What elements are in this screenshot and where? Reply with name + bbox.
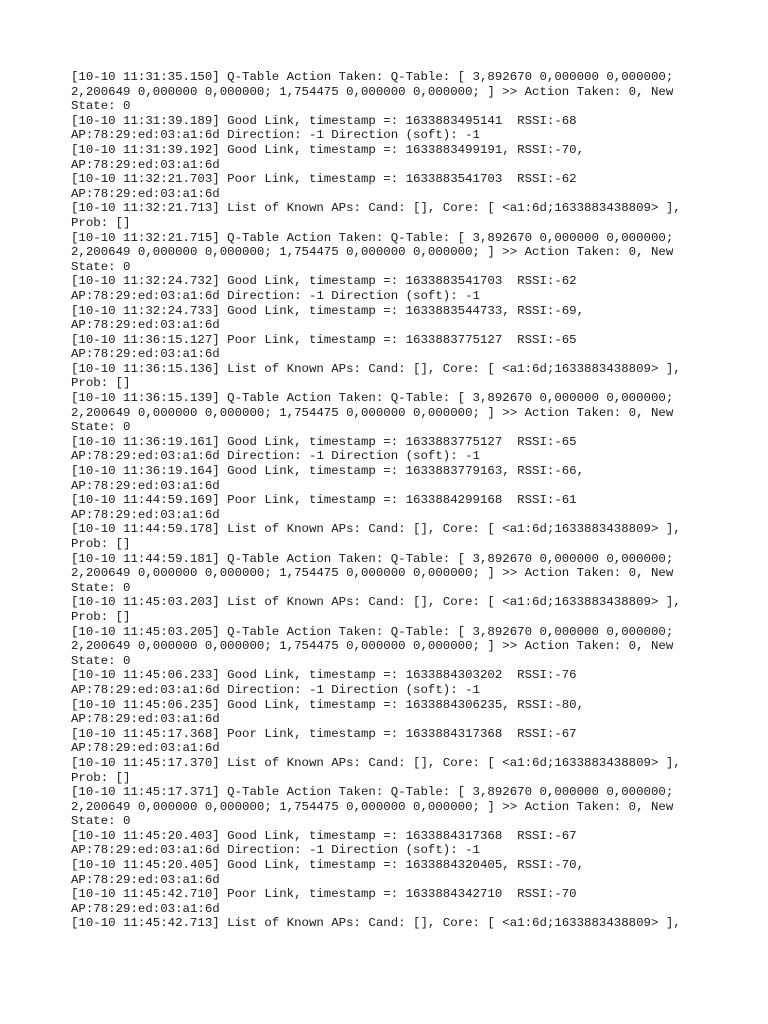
log-line: State: 0 <box>71 420 131 435</box>
log-line: 2,200649 0,000000 0,000000; 1,754475 0,000000 0,000000; ] >> Action Taken: 0, New <box>71 84 674 99</box>
log-line: [10-10 11:45:06.235] Good Link, timestamp =: 1633884306235, RSSI:-80, <box>71 697 585 712</box>
log-line: [10-10 11:44:59.178] List of Known APs: Cand: [], Core: [ <a1:6d;1633883438809> ], <box>71 522 681 537</box>
log-text-block <box>71 70 711 931</box>
log-line: [10-10 11:45:20.403] Good Link, timestamp =: 1633884317368 RSSI:-67 <box>71 828 577 843</box>
log-line: AP:78:29:ed:03:a1:6d <box>71 872 220 887</box>
log-line: [10-10 11:45:17.368] Poor Link, timestamp =: 1633884317368 RSSI:-67 <box>71 726 577 741</box>
log-line: Prob: [] <box>71 376 131 391</box>
log-line: AP:78:29:ed:03:a1:6d <box>71 901 220 916</box>
log-line: [10-10 11:45:17.370] List of Known APs: Cand: [], Core: [ <a1:6d;1633883438809> ], <box>71 755 681 770</box>
log-line: [10-10 11:31:39.189] Good Link, timestamp =: 1633883495141 RSSI:-68 <box>71 113 577 128</box>
log-line: [10-10 11:44:59.181] Q-Table Action Taken: Q-Table: [ 3,892670 0,000000 0,000000; <box>71 551 674 566</box>
log-line: AP:78:29:ed:03:a1:6d <box>71 741 220 756</box>
log-line: State: 0 <box>71 653 131 668</box>
log-line: [10-10 11:32:21.713] List of Known APs: Cand: [], Core: [ <a1:6d;1633883438809> ], <box>71 201 681 216</box>
log-line: [10-10 11:45:06.233] Good Link, timestamp =: 1633884303202 RSSI:-76 <box>71 668 577 683</box>
log-line: AP:78:29:ed:03:a1:6d <box>71 478 220 493</box>
log-line: Prob: [] <box>71 537 131 551</box>
log-line: [10-10 11:36:19.161] Good Link, timestamp =: 1633883775127 RSSI:-65 <box>71 434 577 449</box>
log-line: AP:78:29:ed:03:a1:6d Direction: -1 Direction (soft): -1 <box>71 682 480 697</box>
log-line: Prob: [] <box>71 770 131 785</box>
log-line: [10-10 11:45:42.713] List of Known APs: Cand: [], Core: [ <a1:6d;1633883438809> ], <box>71 916 681 931</box>
log-line: Prob: [] <box>71 215 131 230</box>
log-line: AP:78:29:ed:03:a1:6d <box>71 157 220 172</box>
log-line: State: 0 <box>71 99 131 114</box>
log-line: 2,200649 0,000000 0,000000; 1,754475 0,000000 0,000000; ] >> Action Taken: 0, New <box>71 245 674 260</box>
log-line: [10-10 11:45:17.371] Q-Table Action Taken: Q-Table: [ 3,892670 0,000000 0,000000; <box>71 785 674 800</box>
log-line: [10-10 11:32:24.732] Good Link, timestamp =: 1633883541703 RSSI:-62 <box>71 274 577 289</box>
log-line: AP:78:29:ed:03:a1:6d <box>71 318 220 333</box>
log-line: Prob: [] <box>71 609 131 624</box>
log-line: AP:78:29:ed:03:a1:6d <box>71 712 220 727</box>
log-line: [10-10 11:31:39.192] Good Link, timestamp =: 1633883499191, RSSI:-70, <box>71 142 585 157</box>
log-line: State: 0 <box>71 814 131 829</box>
log-line: [10-10 11:44:59.169] Poor Link, timestamp =: 1633884299168 RSSI:-61 <box>71 493 577 508</box>
log-line: State: 0 <box>71 580 131 595</box>
log-line: 2,200649 0,000000 0,000000; 1,754475 0,000000 0,000000; ] >> Action Taken: 0, New <box>71 566 674 581</box>
log-line: [10-10 11:36:15.127] Poor Link, timestamp =: 1633883775127 RSSI:-65 <box>71 332 577 347</box>
log-line: [10-10 11:36:15.136] List of Known APs: Cand: [], Core: [ <a1:6d;1633883438809> ], <box>71 361 681 376</box>
log-line: 2,200649 0,000000 0,000000; 1,754475 0,000000 0,000000; ] >> Action Taken: 0, New <box>71 639 674 654</box>
log-line: AP:78:29:ed:03:a1:6d Direction: -1 Direction (soft): -1 <box>71 128 480 143</box>
log-line: AP:78:29:ed:03:a1:6d Direction: -1 Direction (soft): -1 <box>71 843 480 858</box>
log-line: 2,200649 0,000000 0,000000; 1,754475 0,000000 0,000000; ] >> Action Taken: 0, New <box>71 405 674 420</box>
log-line: [10-10 11:32:21.715] Q-Table Action Taken: Q-Table: [ 3,892670 0,000000 0,000000; <box>71 230 674 245</box>
log-line: [10-10 11:36:19.164] Good Link, timestamp =: 1633883779163, RSSI:-66, <box>71 464 585 479</box>
log-line: [10-10 11:45:03.205] Q-Table Action Taken: Q-Table: [ 3,892670 0,000000 0,000000; <box>71 624 674 639</box>
log-line: AP:78:29:ed:03:a1:6d Direction: -1 Direction (soft): -1 <box>71 288 480 303</box>
log-line: [10-10 11:31:35.150] Q-Table Action Taken: Q-Table: [ 3,892670 0,000000 0,000000; <box>71 70 674 84</box>
log-line: AP:78:29:ed:03:a1:6d <box>71 347 220 362</box>
log-line: [10-10 11:32:24.733] Good Link, timestamp =: 1633883544733, RSSI:-69, <box>71 303 585 318</box>
log-line: AP:78:29:ed:03:a1:6d Direction: -1 Direction (soft): -1 <box>71 449 480 464</box>
log-line: [10-10 11:45:03.203] List of Known APs: Cand: [], Core: [ <a1:6d;1633883438809> ], <box>71 595 681 610</box>
log-line: 2,200649 0,000000 0,000000; 1,754475 0,000000 0,000000; ] >> Action Taken: 0, New <box>71 799 674 814</box>
log-line: [10-10 11:45:20.405] Good Link, timestamp =: 1633884320405, RSSI:-70, <box>71 858 585 873</box>
log-line: AP:78:29:ed:03:a1:6d <box>71 186 220 201</box>
log-line: [10-10 11:32:21.703] Poor Link, timestamp =: 1633883541703 RSSI:-62 <box>71 172 577 187</box>
log-line: State: 0 <box>71 259 131 274</box>
log-line: [10-10 11:45:42.710] Poor Link, timestamp =: 1633884342710 RSSI:-70 <box>71 887 577 902</box>
log-line: [10-10 11:36:15.139] Q-Table Action Taken: Q-Table: [ 3,892670 0,000000 0,000000; <box>71 391 674 406</box>
log-line: AP:78:29:ed:03:a1:6d <box>71 507 220 522</box>
